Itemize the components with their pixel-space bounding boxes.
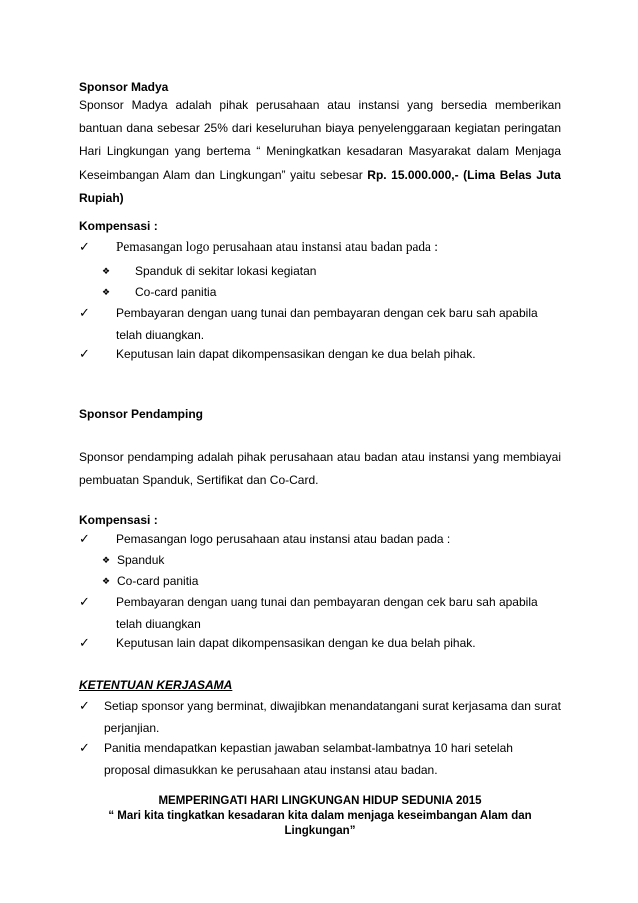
sponsor-madya-kompensasi-label: Kompensasi : (79, 219, 158, 233)
check-mark-icon: ✓ (79, 594, 90, 609)
sponsor-madya-sub2: Co-card panitia (135, 285, 217, 299)
sponsor-pendamping-sub1: Spanduk (117, 553, 165, 567)
sponsor-madya-paragraph-text: Sponsor Madya adalah pihak perusahaan atau instansi yang bersedia memberikan bantuan dana sebesar 25% dari keseluruhan biaya penyelenggaraan kegiatan peringatan Hari Lingkungan yang bertema “ Meningkatkan kesadaran Masyarakat dalam Menjaga Keseimbangan Alam dan Lingkungan” yaitu sebesar (79, 98, 561, 182)
diamond-bullet-icon: ❖ (102, 266, 111, 276)
list-item (102, 570, 561, 592)
sponsor-madya-heading: Sponsor Madya (79, 80, 169, 94)
sponsor-madya-paragraph (79, 94, 561, 210)
sponsor-madya-item2: Pembayaran dengan uang tunai dan pembayaran dengan cek baru sah apabila telah diuangkan. (116, 306, 538, 342)
sponsor-pendamping-sub2: Co-card panitia (117, 574, 199, 588)
list-item (102, 281, 561, 303)
sponsor-pendamping-paragraph: Sponsor pendamping adalah pihak perusahaan atau badan atau instansi yang membiayai pembuatan Spanduk, Sertifikat dan Co-Card. (79, 450, 561, 488)
ketentuan-item1: Setiap sponsor yang berminat, diwajibkan menandatangani surat kerjasama dan surat perjanjian. (104, 699, 561, 735)
list-item (79, 236, 561, 258)
list-item (79, 528, 561, 550)
diamond-bullet-icon: ❖ (102, 576, 111, 586)
list-item (79, 632, 561, 654)
footer-line2: “ Mari kita tingkatkan kesadaran kita dalam menjaga keseimbangan Alam dan (108, 810, 532, 822)
page-footer (79, 794, 561, 839)
sponsor-pendamping-kompensasi-label: Kompensasi : (79, 513, 158, 527)
list-item (102, 260, 561, 282)
sponsor-madya-amount: Rp. 15.000.000,- (Lima Belas Juta Rupiah) (79, 167, 561, 205)
footer-line1: MEMPERINGATI HARI LINGKUNGAN HIDUP SEDUNIA 2015 (158, 795, 482, 807)
check-mark-icon: ✓ (79, 346, 90, 361)
document-page (79, 0, 561, 903)
ketentuan-heading: KETENTUAN KERJASAMA (79, 678, 233, 692)
sponsor-pendamping-item3: Keputusan lain dapat dikompensasikan dengan ke dua belah pihak. (116, 636, 476, 650)
list-item (79, 591, 561, 635)
diamond-bullet-icon: ❖ (102, 555, 111, 565)
check-mark-icon: ✓ (79, 740, 90, 755)
sponsor-madya-sub1: Spanduk di sekitar lokasi kegiatan (135, 264, 317, 278)
diamond-bullet-icon: ❖ (102, 287, 111, 297)
check-mark-icon: ✓ (79, 305, 90, 320)
sponsor-pendamping-heading: Sponsor Pendamping (79, 407, 204, 421)
list-item (79, 343, 561, 365)
sponsor-pendamping-item2: Pembayaran dengan uang tunai dan pembayaran dengan cek baru sah apabila telah diuangkan (116, 595, 538, 631)
sponsor-madya-item1: Pemasangan logo perusahaan atau instansi atau badan pada : (116, 239, 438, 254)
check-mark-icon: ✓ (79, 531, 90, 546)
footer-line3: Lingkungan” (284, 825, 356, 837)
list-item (102, 549, 561, 571)
ketentuan-item2: Panitia mendapatkan kepastian jawaban selambat-lambatnya 10 hari setelah proposal dimasukkan ke perusahaan atau instansi atau badan. (104, 741, 513, 777)
check-mark-icon: ✓ (79, 239, 90, 254)
sponsor-pendamping-item1: Pemasangan logo perusahaan atau instansi atau badan pada : (116, 532, 451, 546)
check-mark-icon: ✓ (79, 635, 90, 650)
list-item (79, 302, 561, 346)
check-mark-icon: ✓ (79, 698, 90, 713)
list-item (79, 695, 561, 739)
list-item (79, 737, 561, 781)
sponsor-madya-item3: Keputusan lain dapat dikompensasikan dengan ke dua belah pihak. (116, 347, 476, 361)
